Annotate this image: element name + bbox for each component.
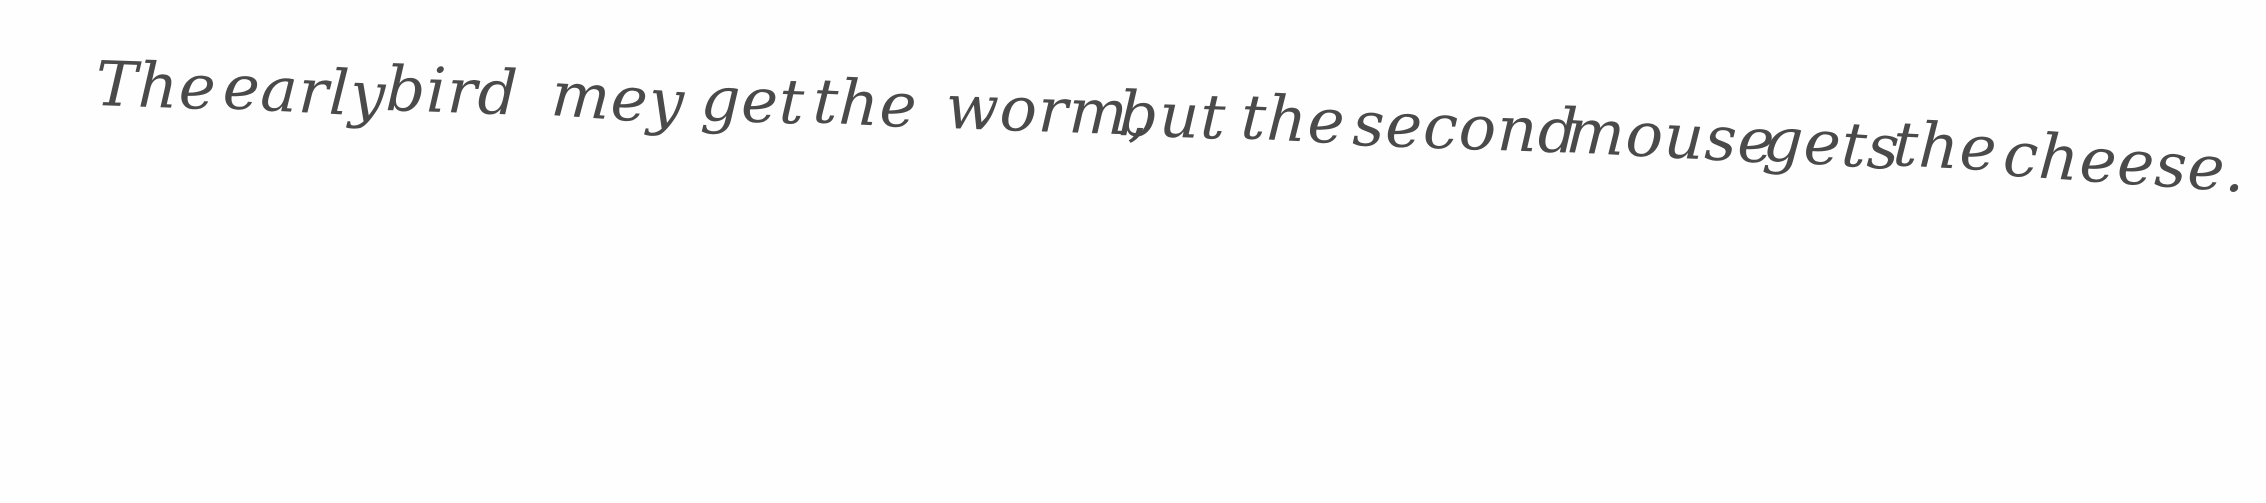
word: mouse — [1564, 94, 1778, 178]
word: mey — [548, 57, 688, 140]
word: the — [811, 64, 920, 143]
word: early — [221, 50, 388, 132]
word: but — [1117, 77, 1228, 154]
word: get — [699, 62, 807, 139]
word: the — [1239, 80, 1348, 159]
word: second — [1351, 87, 1581, 168]
word: The — [94, 47, 218, 125]
word: the — [1891, 107, 2000, 186]
word: gets — [1760, 102, 1903, 185]
word: bird — [384, 52, 520, 130]
word: worm, — [944, 70, 1151, 151]
word: cheese. — [2000, 117, 2249, 207]
